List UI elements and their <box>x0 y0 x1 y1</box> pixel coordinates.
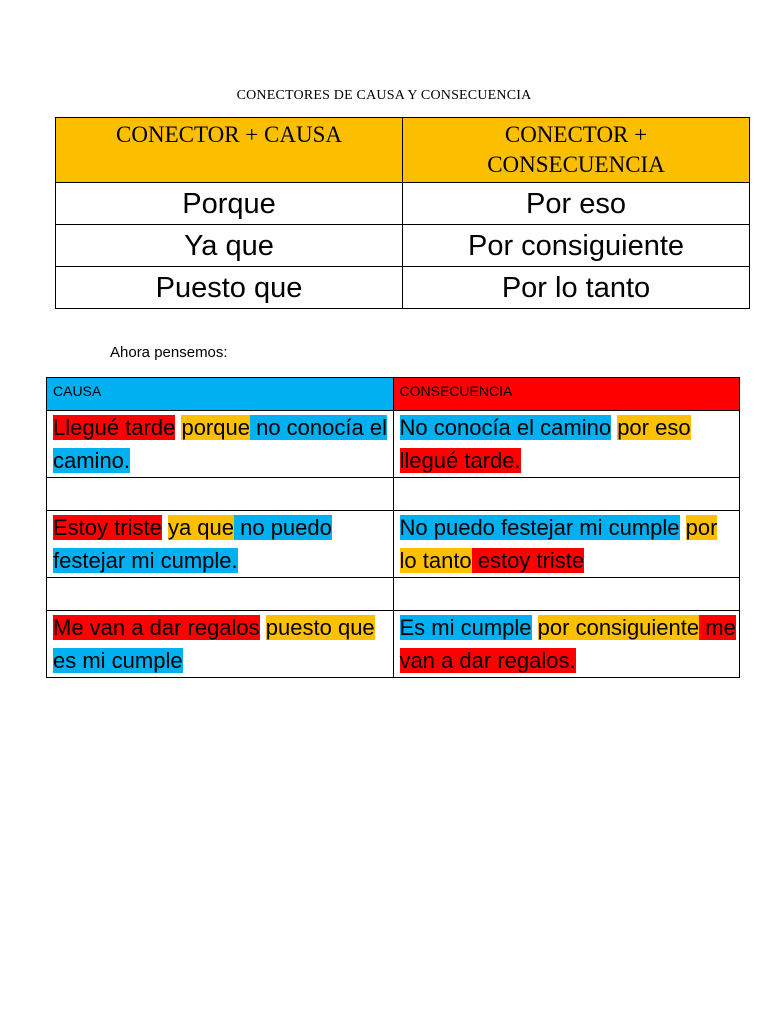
table-row <box>56 225 750 267</box>
header-consecuencia: CONSECUENCIA <box>393 378 740 411</box>
cause-sentence: Estoy triste ya que no puedo festejar mi cumple. <box>47 511 394 578</box>
table-row <box>56 267 750 309</box>
table-row <box>56 183 750 225</box>
consequence-connector: Por eso <box>403 183 750 225</box>
page-title: CONECTORES DE CAUSA Y CONSECUENCIA <box>236 88 532 103</box>
connectors-table <box>55 117 750 309</box>
spacer-row <box>47 578 740 611</box>
cause-sentence: Llegué tarde porque no conocía el camino. <box>47 411 394 478</box>
header-line: CONSECUENCIA <box>487 152 665 177</box>
table-row <box>47 511 740 578</box>
header-connector-cause: CONECTOR + CAUSA <box>56 118 403 183</box>
header-line: CONECTOR + <box>504 122 648 147</box>
header-connector-consequence <box>403 118 750 183</box>
examples-table <box>46 377 740 678</box>
consequence-sentence: No conocía el camino por eso llegué tarde. <box>393 411 740 478</box>
table-row <box>47 411 740 478</box>
consequence-connector: Por lo tanto <box>403 267 750 309</box>
spacer-row <box>47 478 740 511</box>
connectors-table-header <box>56 118 750 183</box>
header-causa: CAUSA <box>47 378 394 411</box>
examples-table-header <box>47 378 740 411</box>
table-row <box>47 611 740 678</box>
consequence-connector: Por consiguiente <box>403 225 750 267</box>
lead-text: Ahora pensemos: <box>110 344 228 361</box>
cause-connector: Ya que <box>56 225 403 267</box>
consequence-sentence: Es mi cumple por consiguiente me van a dar regalos. <box>393 611 740 678</box>
cause-connector: Porque <box>56 183 403 225</box>
cause-connector: Puesto que <box>56 267 403 309</box>
consequence-sentence: No puedo festejar mi cumple por lo tanto estoy triste <box>393 511 740 578</box>
cause-sentence: Me van a dar regalos puesto que es mi cumple <box>47 611 394 678</box>
